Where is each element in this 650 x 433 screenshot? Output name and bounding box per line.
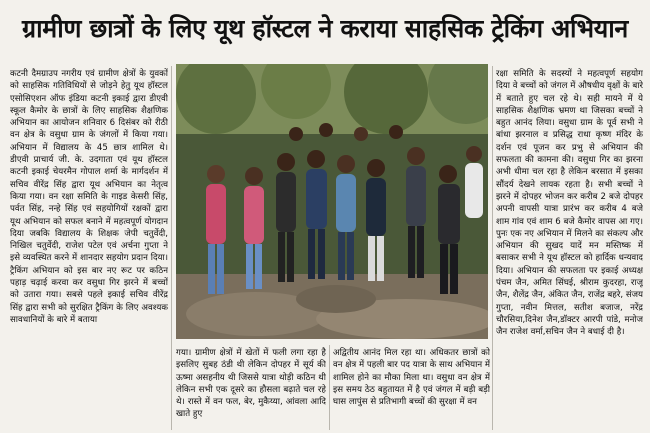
trekking-group-photo xyxy=(176,64,488,339)
column-divider xyxy=(329,345,330,430)
article-column-right: रक्षा समिति के सदस्यों ने महत्वपूर्ण सहयोग दिया वे बच्चों को जंगल में औषधीय वृक्षों के बारे में बताते हुए चल रहे थे। सही मायने में ये साहसिक शैक्षणिक भ्रमण था जिसका बच्चों ने बहुत आनंद लिया। वसुधा ग्राम के पूर्व सभी ने बांधा झरनाल व प्रसिद्ध राधा कृष्ण मंदिर के दर्शन एवं पूजन कर प्रभु से अभियान की सफलता की कामना की। वसुधा गिर का झरना अभी धीमा चल रहा है लेकिन बरसात में इसका सौंदर्य देखने लायक रहता है। सभी बच्चों ने झरने में दोपहर भोजन कर करीब 2 बजे दोपहर अपनी वापसी यात्रा प्रारंभ कर करीब 4 बजे शाम गांव एवं शाम 6 बजे कैमोर वापस आ गए। पुनः एक नए अभियान में मिलने का संकल्प और अभियान की सुखद यादें मन मस्तिष्क में बसाकर सभी ने यूथ हॉस्टल को हार्दिक धन्यवाद दिया। अभियान की सफलता पर इकाई अध्यक्ष पंचम जैन, अमित सिंघई, श्रीराम कुदरहा, राजू जैन, शैलेंद्र जैन, अंकित जैन, राजेंद्र बहरे, संजय गुप्ता, नवीन मित्तल, सतीश बजाज, नरेंद्र चौरसिया,दिनेश जैन,डॉक्टर आरपी पांडे, मनोज जैन राजेश वर्मा,सचिन जैन ने बधाई दी है। xyxy=(496,69,643,338)
article-column-bottom-left: गया। ग्रामीण क्षेत्रों में खेतों में फली लगा रहा है इसलिए सुबह ठंडी थी लेकिन दोपहर में सूर्य की ऊष्मा असहनीय थी जिससे यात्रा थोड़ी कठिन थी लेकिन सभी एक दूसरे का हौसला बढ़ाते चल रहे थे। रास्ते में वन फल, बेर, मुकैय्या, आंवला आदि खाते हुए xyxy=(176,348,326,420)
headline: ग्रामीण छात्रों के लिए यूथ हॉस्टल ने कराया साहसिक ट्रेकिंग अभियान xyxy=(22,14,628,43)
column-divider xyxy=(492,66,493,430)
article-column-left: कटनी दैमग्राउप नगरीय एवं ग्रामीण क्षेत्रों के युवकों को साहसिक गतिविधियों से जोड़ने हेतु यूथ हॉस्टल एसोसिएशन ऑफ इंडिया कटनी इकाई द्वारा डीएवी स्कूल कैमोर के छात्रों के लिए साहसिक शैक्षणिक अभियान का आयोजन शनिवार 6 दिसंबर को रीठी वन क्षेत्र के वसुधा ग्राम के जंगलों में किया गया। अभियान में विद्यालय के 45 छात्र शामिल थे। डीएवी प्राचार्य जी. के. उदगाता एवं यूथ हॉस्टल कटनी इकाई चेयरमैन गोपाल शर्मा के मार्गदर्शन में सचिव वीरेंद्र सिंह द्वारा यूथ अभियान का नेतृत्व किया गया। वन रक्षा समिति के गाइड केसरी सिंह, पर्वत सिंह, नन्हे सिंह एवं सहयोगियों रक्षकों द्वारा यूथ अभियान को सफल बनाने में महत्वपूर्ण योगदान दिया जबकि विद्यालय के शिक्षक जेपी चतुर्वेदी, निखिल चतुर्वेदी, राजेश पटेल एवं अर्चना गुप्ता ने इसे व्यवस्थित करने में शानदार सहयोग प्रदान दिया। ट्रैकिंग अभियान को इस बार नए रूट पर कठिन पहाड़ चढ़ाई करवा कर वसुधा गिर झरने में बच्चों को उतारा गया। सबसे पहले इकाई सचिव वीरेंद्र सिंह द्वारा सभी को सुरक्षित ट्रैकिंग के लिए अवश्यक सावधानियों के बारे में बताया xyxy=(10,69,168,325)
photo-illustration xyxy=(176,64,488,339)
article-column-bottom-middle: अद्वितीय आनंद मिल रहा था। अधिकतर छात्रों को वन क्षेत्र में पहली बार पद यात्रा के साथ अभियान में शामिल होने का मौका मिला था। वसुधा वन क्षेत्र में इस समय ठेठ बहुतायत में है एवं जंगल में बड़ी बड़ी घास लापुंस से प्रतिभागी बच्चों की सुरक्षा में वन xyxy=(333,348,490,408)
column-divider xyxy=(171,66,172,430)
